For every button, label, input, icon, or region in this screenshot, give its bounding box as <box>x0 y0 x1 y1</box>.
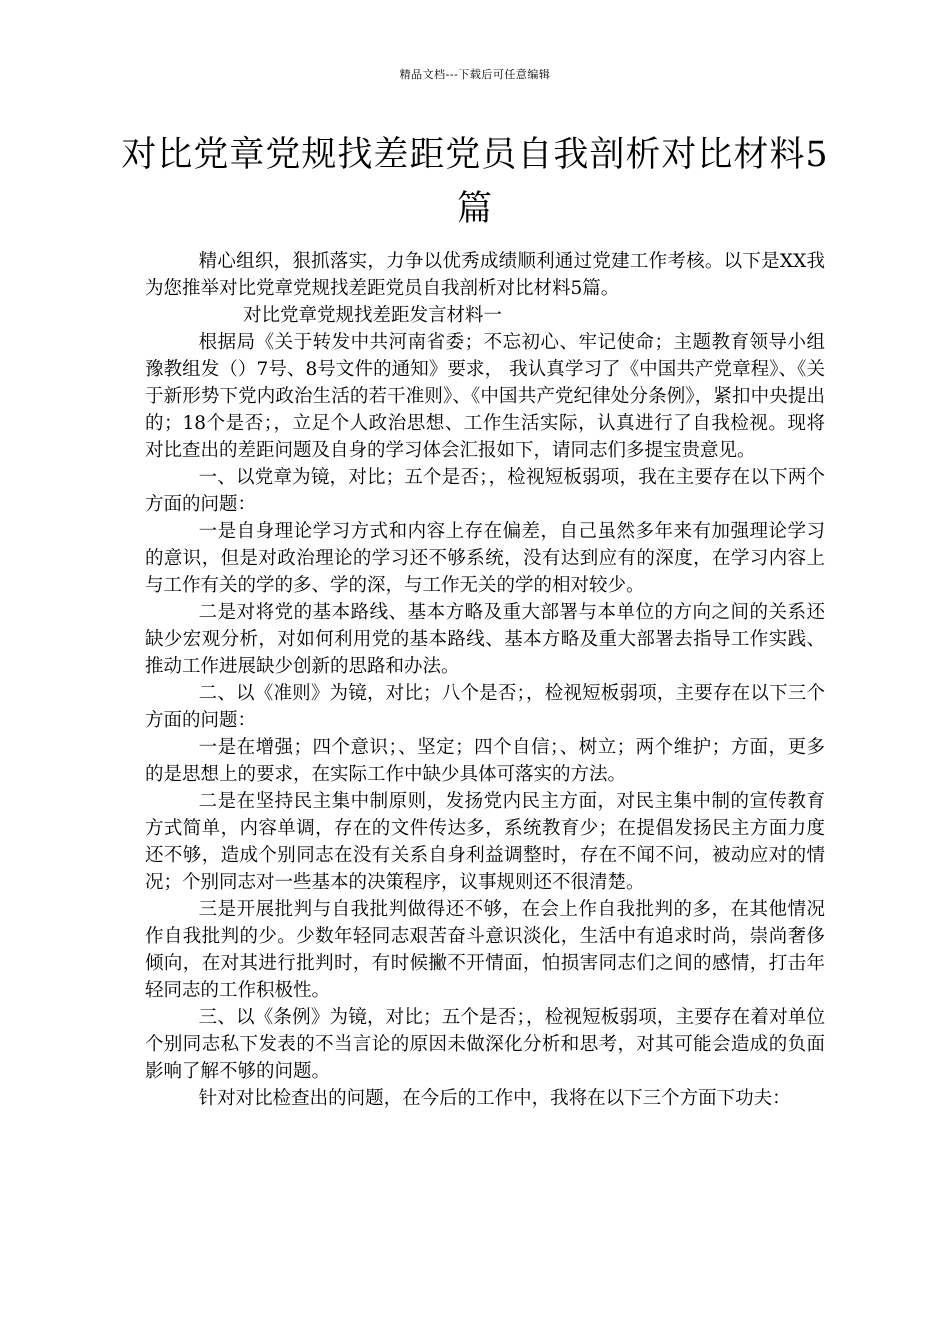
body-paragraph: 二是在坚持民主集中制原则，发扬党内民主方面，对民主集中制的宣传教育方式简单，内容单调，存在的文件传达多，系统教育少；在提倡发扬民主方面力度还不够，造成个别同志在没有关系自身利益调整时，存在不闻不问，被动应对的情况；个别同志对一些基本的决策程序，议事规则还不很清楚。 <box>145 791 825 893</box>
body-paragraph: 一是自身理论学习方式和内容上存在偏差，自己虽然多年来有加强理论学习的意识，但是对政治理论的学习还不够系统，没有达到应有的深度，在学习内容上与工作有关的学的多、学的深，与工作无关的学的相对较少。 <box>145 521 825 596</box>
body-paragraph: 二、以《准则》为镜，对比；八个是否；，检视短板弱项，主要存在以下三个方面的问题： <box>145 683 825 731</box>
body-paragraph: 二是对将党的基本路线、基本方略及重大部署与本单位的方向之间的关系还缺少宏观分析，对如何利用党的基本路线、基本方略及重大部署去指导工作实践、推动工作进展缺少创新的思路和办法。 <box>145 602 825 677</box>
document-title: 对比党章党规找差距党员自我剖析对比材料5篇 <box>121 135 829 229</box>
body-paragraph: 三是开展批判与自我批判做得还不够，在会上作自我批判的多，在其他情况作自我批判的少。少数年轻同志艰苦奋斗意识淡化，生活中有追求时尚，崇尚奢侈倾向，在对其进行批判时，有时候撇不开情面，怕损害同志们之间的感情，打击年轻同志的工作积极性。 <box>145 899 825 1001</box>
body-paragraph: 三、以《条例》为镜，对比；五个是否；，检视短板弱项，主要存在着对单位个别同志私下发表的不当言论的原因未做深化分析和思考，对其可能会造成的负面影响了解不够的问题。 <box>145 1007 825 1082</box>
document-body <box>145 248 825 1112</box>
intro-paragraph: 精心组织，狠抓落实，力争以优秀成绩顺利通过党建工作考核。以下是XX我为您推举对比党章党规找差距党员自我剖析对比材料5篇。 <box>145 251 825 299</box>
section-subtitle: 对比党章党规找差距发言材料一 <box>243 305 503 326</box>
body-paragraph: 一、以党章为镜，对比；五个是否；，检视短板弱项，我在主要存在以下两个方面的问题： <box>145 467 825 515</box>
body-paragraph: 针对对比检查出的问题，在今后的工作中，我将在以下三个方面下功夫： <box>198 1088 791 1109</box>
body-paragraph: 根据局《关于转发中共河南省委；不忘初心、牢记使命；主题教育领导小组豫教组发（）7号、8号文件的通知》要求， 我认真学习了《中国共产党章程》、《关于新形势下党内政治生活的若干准则》、《中国共产党纪律处分条例》，紧扣中央提出的；18个是否；，立足个人政治思想、工作生活实际，认真进行了自我检视。现将对比查出的差距问题及自身的学习体会汇报如下，请同志们多提宝贵意见。 <box>145 332 825 461</box>
body-paragraph: 一是在增强；四个意识；、坚定；四个自信；、树立；两个维护；方面，更多的是思想上的要求，在实际工作中缺少具体可落实的方法。 <box>145 737 825 785</box>
page-header: 精品文档---下载后可任意编辑 <box>399 68 551 81</box>
